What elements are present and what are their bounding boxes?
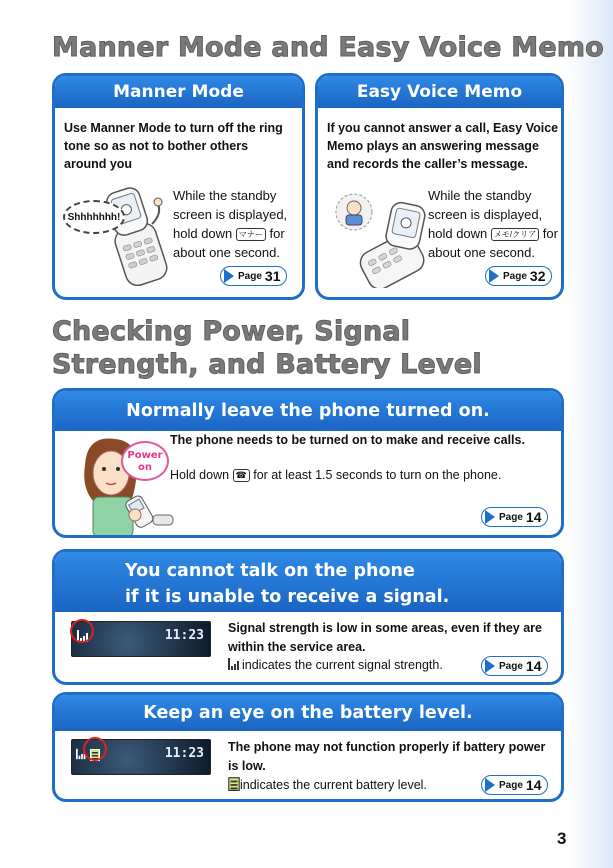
arrow-right-icon: [489, 269, 499, 283]
page-reference-link[interactable]: [481, 656, 548, 676]
instruction-text-after-key: for about one second.: [173, 226, 285, 260]
manner-mode-heading: Manner Mode: [55, 76, 302, 108]
manner-mode-panel: [52, 73, 305, 300]
power-bubble-line-2: on: [138, 462, 152, 473]
memo-key-icon: メモ/クリア: [491, 228, 539, 241]
battery-panel: [52, 692, 564, 802]
page-word: Page: [503, 270, 527, 282]
highlight-circle: [70, 619, 94, 643]
power-bold-text: The phone needs to be turned on to make and receive calls.: [170, 433, 525, 447]
easy-voice-memo-intro: If you cannot answer a call, Easy Voice Memo plays an answering message and records the caller’s message.: [327, 121, 559, 171]
easy-voice-memo-instruction: [428, 186, 562, 262]
page-word: Page: [499, 511, 523, 523]
page-reference-link[interactable]: [481, 775, 548, 795]
page-title: Manner Mode and Easy Voice Memo: [52, 32, 604, 63]
power-instruction: [170, 466, 560, 485]
battery-note: [228, 776, 427, 795]
signal-note-text: indicates the current signal strength.: [242, 658, 443, 672]
section-title: [52, 315, 482, 381]
page-number-ref: 14: [525, 658, 542, 674]
arrow-right-icon: [485, 510, 495, 524]
manner-mode-instruction: [173, 186, 303, 262]
signal-strength-icon: [228, 658, 242, 670]
instruction-text-before-key: While the standby screen is displayed, hold down: [428, 188, 543, 241]
battery-bold-text: The phone may not function properly if battery power is low.: [228, 740, 546, 773]
page-number-ref: 14: [525, 509, 542, 525]
page-reference-link[interactable]: [481, 507, 548, 527]
page-reference-link[interactable]: [485, 266, 552, 286]
page-reference-link[interactable]: [220, 266, 287, 286]
signal-panel: [52, 549, 564, 685]
power-on-bubble: [121, 441, 169, 481]
battery-level-icon: [228, 776, 240, 791]
power-bubble-line-1: Power: [127, 450, 163, 461]
instruction-text-before-key: Hold down: [170, 468, 233, 482]
page-number-ref: 32: [529, 268, 546, 284]
manner-mode-intro: Use Manner Mode to turn off the ring tone so as not to bother others around you: [64, 121, 283, 171]
page-number-ref: 31: [264, 268, 281, 284]
arrow-right-icon: [485, 659, 495, 673]
page-number: 3: [557, 829, 567, 848]
power-panel: [52, 388, 564, 538]
manner-phone-illustration: [100, 186, 172, 286]
instruction-text-after-key: for about one second.: [428, 226, 558, 260]
instruction-text-before-key: While the standby screen is displayed, hold down: [173, 188, 288, 241]
voice-memo-phone-illustration: [326, 188, 426, 288]
signal-heading-line-1: You cannot talk on the phone: [125, 561, 415, 581]
page-word: Page: [499, 779, 523, 791]
signal-bold-text: Signal strength is low in some areas, even if they are within the service area.: [228, 621, 542, 654]
shh-bubble: Shhhhhhh!: [63, 200, 125, 234]
battery-note-text: indicates the current battery level.: [240, 778, 427, 792]
screen-clock: 11:23: [164, 746, 204, 761]
side-strip: [567, 0, 613, 868]
signal-note: [228, 656, 443, 675]
section-title-line-1: Checking Power, Signal: [52, 316, 411, 347]
easy-voice-memo-heading: Easy Voice Memo: [318, 76, 561, 108]
instruction-text-after-key: for at least 1.5 seconds to turn on the phone.: [249, 468, 502, 482]
section-title-line-2: Strength, and Battery Level: [52, 349, 482, 380]
arrow-right-icon: [485, 778, 495, 792]
page-word: Page: [499, 660, 523, 672]
power-heading: Normally leave the phone turned on.: [55, 391, 561, 431]
page-number-ref: 14: [525, 777, 542, 793]
signal-heading: [55, 552, 561, 612]
power-key-icon: ☎: [233, 469, 250, 482]
manner-key-icon: マナー: [236, 228, 266, 241]
easy-voice-memo-panel: [315, 73, 564, 300]
signal-heading-line-2: if it is unable to receive a signal.: [125, 587, 450, 607]
battery-heading: Keep an eye on the battery level.: [55, 695, 561, 731]
highlight-circle: [83, 737, 107, 761]
arrow-right-icon: [224, 269, 234, 283]
screen-clock: 11:23: [164, 628, 204, 643]
page-word: Page: [238, 270, 262, 282]
